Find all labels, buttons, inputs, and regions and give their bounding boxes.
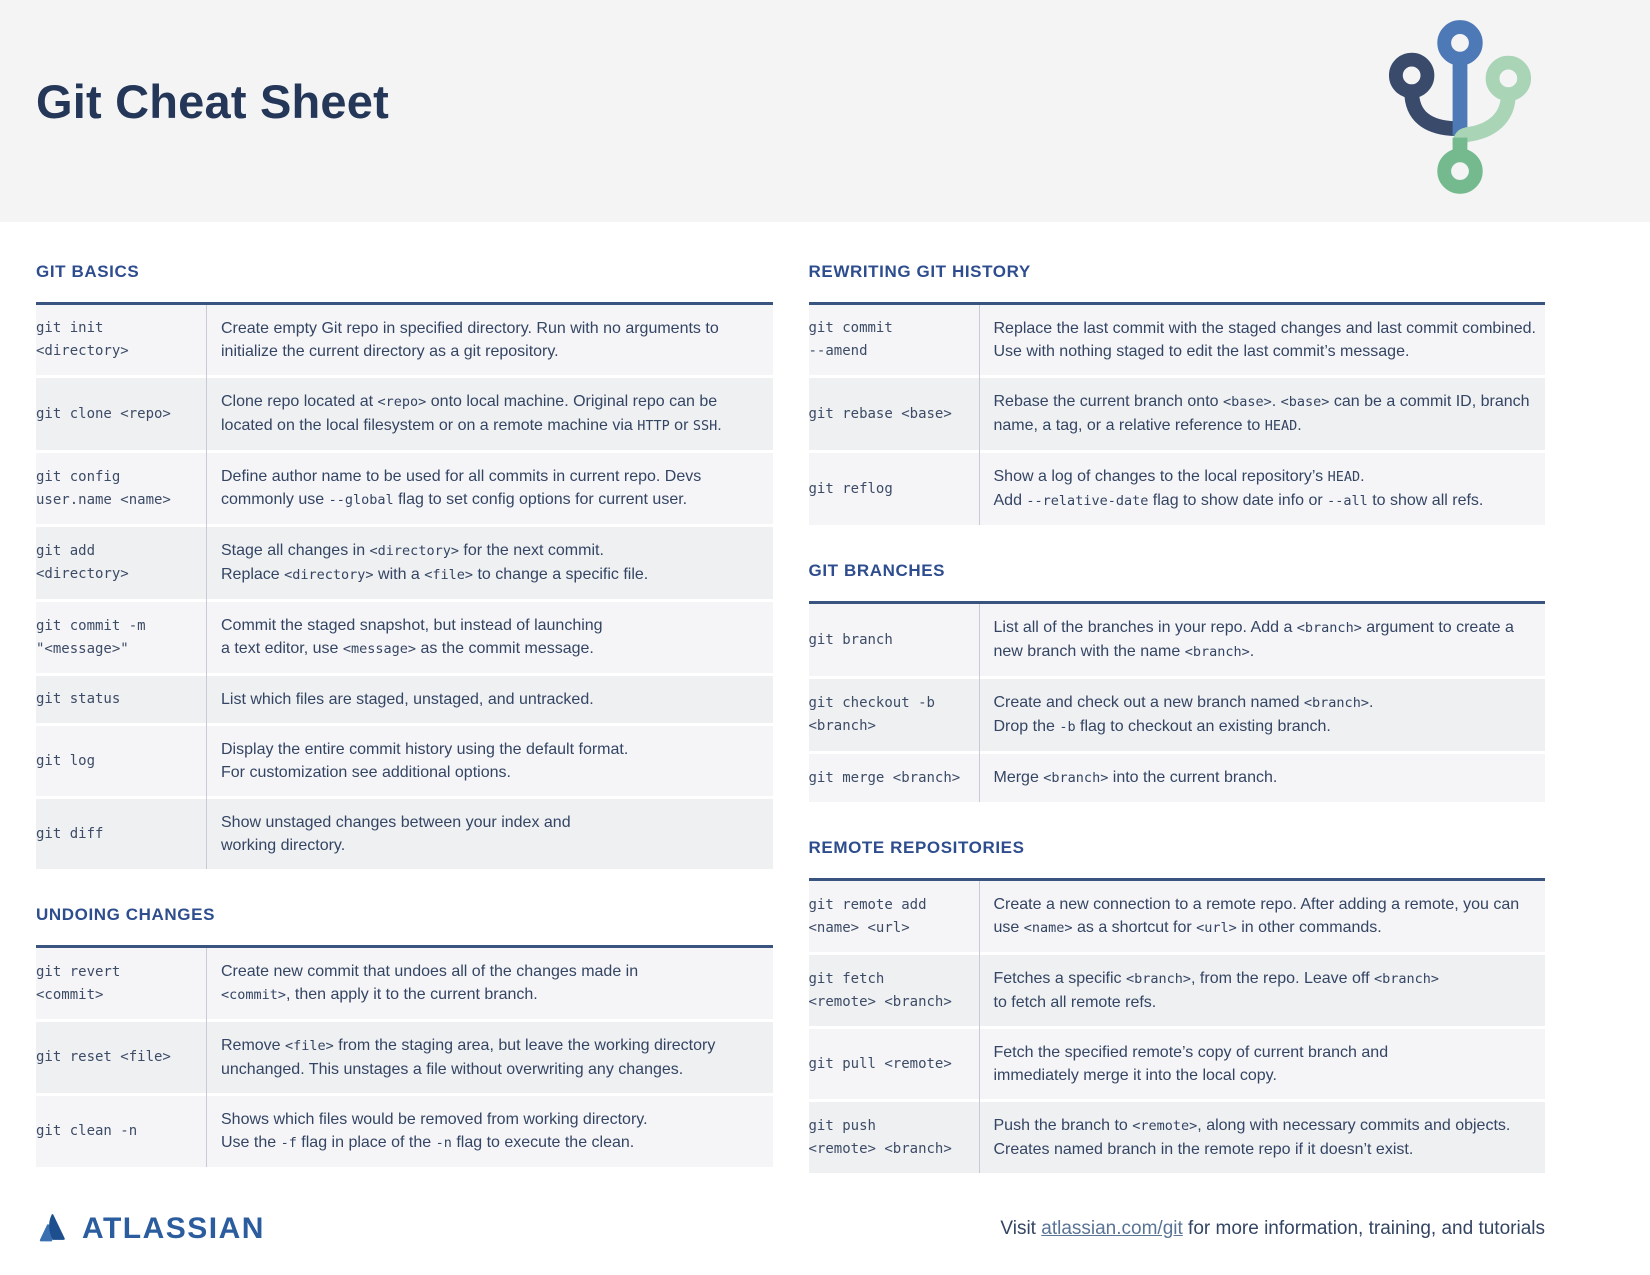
table-column-divider <box>979 881 980 1173</box>
inline-code: <repo> <box>377 394 427 410</box>
command-cell: git config user.name <name> <box>36 468 171 508</box>
table-row <box>36 453 773 524</box>
description-cell <box>206 799 773 869</box>
inline-code: <file> <box>424 567 474 583</box>
desc-text: Shows which files would be removed from working directory. <box>221 1111 648 1128</box>
description-cell <box>979 453 1546 525</box>
desc-text: Show unstaged changes between your index and <box>221 814 571 831</box>
description-cell <box>206 948 773 1019</box>
inline-code: HTTP <box>637 418 670 434</box>
table-row <box>36 799 773 869</box>
table-row <box>36 527 773 599</box>
desc-text: with a <box>373 566 425 583</box>
table-row <box>809 1029 1546 1099</box>
right-column <box>809 222 1546 1176</box>
inline-code: <branch> <box>1184 644 1250 660</box>
description-cell <box>979 955 1546 1026</box>
desc-text: List all of the branches in your repo. Add a <box>993 619 1297 636</box>
inline-code: <remote> <box>1132 1118 1198 1134</box>
page-header <box>0 0 1650 222</box>
command-cell: git diff <box>36 825 104 842</box>
description-cell <box>206 676 773 723</box>
content-area <box>36 222 1545 1176</box>
inline-code: <message> <box>342 641 417 657</box>
desc-text: Merge <box>993 769 1044 786</box>
description-cell <box>979 1102 1546 1173</box>
atlassian-mark-icon <box>36 1210 72 1248</box>
inline-code: <commit> <box>221 987 287 1003</box>
table-row <box>36 1022 773 1093</box>
left-column <box>36 222 773 1170</box>
table-row <box>809 955 1546 1026</box>
command-cell: git status <box>36 691 121 707</box>
desc-text: to show all refs. <box>1367 492 1484 509</box>
table-row <box>36 602 773 673</box>
inline-code: <branch> <box>1303 695 1369 711</box>
atlassian-logo <box>36 1210 265 1248</box>
desc-text: as the commit message. <box>416 640 594 657</box>
section-table <box>36 302 773 869</box>
desc-text: Create a new connection to a remote repo. After adding a remote, you can use <box>993 896 1520 936</box>
inline-code: <branch> <box>1373 971 1439 987</box>
desc-text: Define author name to be used for all commits in current repo. Devs commonly use <box>221 468 702 508</box>
desc-text: immediately merge it into the local copy. <box>993 1067 1277 1084</box>
section-table <box>809 878 1546 1173</box>
description-cell <box>206 378 773 450</box>
description-cell <box>206 602 773 673</box>
command-cell: git clean -n <box>36 1123 138 1139</box>
desc-text: flag to checkout an existing branch. <box>1075 718 1331 735</box>
section-remote-repositories <box>809 838 1546 1173</box>
desc-text: List which files are staged, unstaged, and untracked. <box>221 691 594 708</box>
footer-note-suffix: for more information, training, and tutorials <box>1182 1218 1545 1239</box>
description-cell <box>979 378 1546 450</box>
inline-code: <branch> <box>1126 971 1192 987</box>
desc-text: working directory. <box>221 837 346 854</box>
desc-text: Push the branch to <box>993 1117 1133 1134</box>
desc-text: from the staging area, but leave the working directory unchanged. This unstages a file without overwriting any changes. <box>221 1037 716 1078</box>
desc-text: flag to execute the clean. <box>451 1134 635 1151</box>
description-cell <box>206 1022 773 1093</box>
desc-text: to fetch all remote refs. <box>993 994 1157 1011</box>
command-cell: git commit -m "<message>" <box>36 617 146 657</box>
inline-code: <base> <box>1222 394 1272 410</box>
page-footer <box>36 1210 1545 1248</box>
desc-text: for the next commit. <box>458 542 604 559</box>
desc-text: Show a log of changes to the local repository’s <box>993 468 1328 485</box>
inline-code: --relative-date <box>1026 493 1149 509</box>
table-row <box>36 1096 773 1167</box>
table-column-divider <box>979 305 980 525</box>
atlassian-git-link[interactable]: atlassian.com/git <box>1041 1218 1183 1239</box>
command-cell: git reset <file> <box>36 1049 171 1065</box>
command-cell: git init <directory> <box>36 320 129 359</box>
desc-text: , from the repo. Leave off <box>1191 970 1374 987</box>
section-table <box>809 601 1546 802</box>
inline-code: <directory> <box>284 567 374 583</box>
description-cell <box>979 1029 1546 1099</box>
desc-text: flag to set config options for current user. <box>393 491 688 508</box>
command-cell: git push <remote> <branch> <box>808 1117 952 1157</box>
inline-code: HEAD <box>1327 469 1361 485</box>
table-row <box>809 754 1546 802</box>
git-branch-logo-icon <box>1386 12 1534 202</box>
desc-text: Commit the staged snapshot, but instead of launching <box>221 617 603 634</box>
command-cell: git log <box>36 752 96 769</box>
desc-text: For customization see additional options. <box>221 764 511 781</box>
description-cell <box>979 604 1546 676</box>
desc-text: Fetches a specific <box>993 970 1126 987</box>
description-cell <box>206 453 773 524</box>
inline-code: <branch> <box>1296 620 1362 636</box>
inline-code: -f <box>280 1135 297 1151</box>
table-row <box>809 305 1546 375</box>
table-row <box>809 378 1546 450</box>
inline-code: <file> <box>285 1038 334 1054</box>
inline-code: <directory> <box>369 543 459 559</box>
section-title: REWRITING GIT HISTORY <box>808 262 1031 281</box>
desc-text: . <box>1360 468 1365 485</box>
command-cell: git reflog <box>808 480 893 497</box>
desc-text: , along with necessary commits and objects. Creates named branch in the remote repo if it doesn’t exist. <box>993 1117 1511 1158</box>
description-cell <box>206 527 773 599</box>
desc-text: Drop the <box>993 718 1060 735</box>
table-row <box>36 948 773 1019</box>
description-cell <box>979 305 1546 375</box>
table-column-divider <box>206 948 207 1167</box>
desc-text: Display the entire commit history using the default format. <box>221 741 629 758</box>
desc-text: Replace the last commit with the staged changes and last commit combined. Use with nothing staged to edit the last commit’s message. <box>993 320 1536 360</box>
desc-text: argument to create a new branch with the name <box>993 619 1514 660</box>
description-cell <box>979 679 1546 751</box>
inline-code: --global <box>328 492 394 508</box>
desc-text: . <box>1368 694 1374 711</box>
desc-text: flag in place of the <box>296 1134 436 1151</box>
desc-text: Stage all changes in <box>221 542 370 559</box>
inline-code: SSH <box>692 418 718 434</box>
table-row <box>809 1102 1546 1173</box>
description-cell <box>206 305 773 375</box>
desc-text: as a shortcut for <box>1072 919 1197 936</box>
command-cell: git remote add <name> <url> <box>808 896 927 936</box>
table-row <box>809 679 1546 751</box>
desc-text: Add <box>993 492 1027 509</box>
atlassian-wordmark: ATLASSIAN <box>82 1212 265 1245</box>
section-title: REMOTE REPOSITORIES <box>808 838 1025 857</box>
inline-code: -n <box>435 1135 452 1151</box>
desc-text: Use the <box>221 1134 281 1151</box>
section-git-branches <box>809 561 1546 802</box>
desc-text: . <box>1271 393 1281 410</box>
command-cell: git merge <branch> <box>808 769 961 786</box>
desc-text: . <box>1297 417 1302 434</box>
command-cell: git fetch <remote> <branch> <box>808 970 952 1010</box>
desc-text: Create empty Git repo in specified directory. Run with no arguments to initialize the current directory as a git repository. <box>221 320 719 360</box>
section-rewriting-git-history <box>809 262 1546 525</box>
desc-text: Remove <box>221 1037 286 1054</box>
desc-text: Replace <box>221 566 285 583</box>
footer-note <box>1000 1218 1545 1240</box>
command-cell: git rebase <base> <box>808 405 952 422</box>
description-cell <box>979 881 1546 952</box>
inline-code: --all <box>1327 493 1368 509</box>
command-cell: git checkout -b <branch> <box>808 695 935 734</box>
table-row <box>36 305 773 375</box>
table-row <box>809 881 1546 952</box>
description-cell <box>206 726 773 796</box>
page-title: Git Cheat Sheet <box>36 75 389 128</box>
desc-text: a text editor, use <box>221 640 343 657</box>
desc-text: Create new commit that undoes all of the changes made in <box>221 963 639 980</box>
inline-code: <url> <box>1196 920 1237 936</box>
description-cell <box>206 1096 773 1167</box>
table-column-divider <box>979 604 980 802</box>
command-cell: git pull <remote> <box>808 1055 952 1072</box>
command-cell: git branch <box>808 631 893 648</box>
command-cell: git revert <commit> <box>36 963 121 1003</box>
table-row <box>36 676 773 723</box>
desc-text: . <box>1249 643 1255 660</box>
table-row <box>809 604 1546 676</box>
command-cell: git add <directory> <box>36 543 129 582</box>
inline-code: -b <box>1059 719 1076 735</box>
section-table <box>36 945 773 1167</box>
footer-note-prefix: Visit <box>1000 1218 1042 1239</box>
desc-text: Clone repo located at <box>221 393 378 410</box>
command-cell: git commit --amend <box>808 320 893 359</box>
desc-text: Fetch the specified remote’s copy of current branch and <box>993 1044 1389 1061</box>
desc-text: to change a specific file. <box>473 566 649 583</box>
section-undoing-changes <box>36 905 773 1167</box>
inline-code: <base> <box>1280 394 1330 410</box>
desc-text: . <box>717 417 722 434</box>
table-row <box>809 453 1546 525</box>
desc-text: flag to show date info or <box>1148 492 1328 509</box>
section-title: GIT BRANCHES <box>808 561 946 580</box>
desc-text: Rebase the current branch onto <box>993 393 1223 410</box>
inline-code: <branch> <box>1043 770 1109 786</box>
desc-text: Create and check out a new branch named <box>993 694 1304 711</box>
command-cell: git clone <repo> <box>36 405 171 422</box>
desc-text: into the current branch. <box>1108 769 1278 786</box>
desc-text: , then apply it to the current branch. <box>286 986 538 1003</box>
desc-text: in other commands. <box>1236 919 1382 936</box>
section-table <box>809 302 1546 525</box>
desc-text: can be a commit ID, branch name, a tag, or a relative reference to <box>993 393 1530 434</box>
section-title: UNDOING CHANGES <box>36 905 216 924</box>
desc-text: or <box>669 417 693 434</box>
inline-code: <name> <box>1023 920 1073 936</box>
desc-text: onto local machine. Original repo can be located on the local filesystem or on a remote machine via <box>221 393 718 434</box>
section-title: GIT BASICS <box>36 262 140 281</box>
table-column-divider <box>206 305 207 869</box>
description-cell <box>979 754 1546 802</box>
table-row <box>36 726 773 796</box>
table-row <box>36 378 773 450</box>
section-git-basics <box>36 262 773 869</box>
inline-code: HEAD <box>1264 418 1298 434</box>
